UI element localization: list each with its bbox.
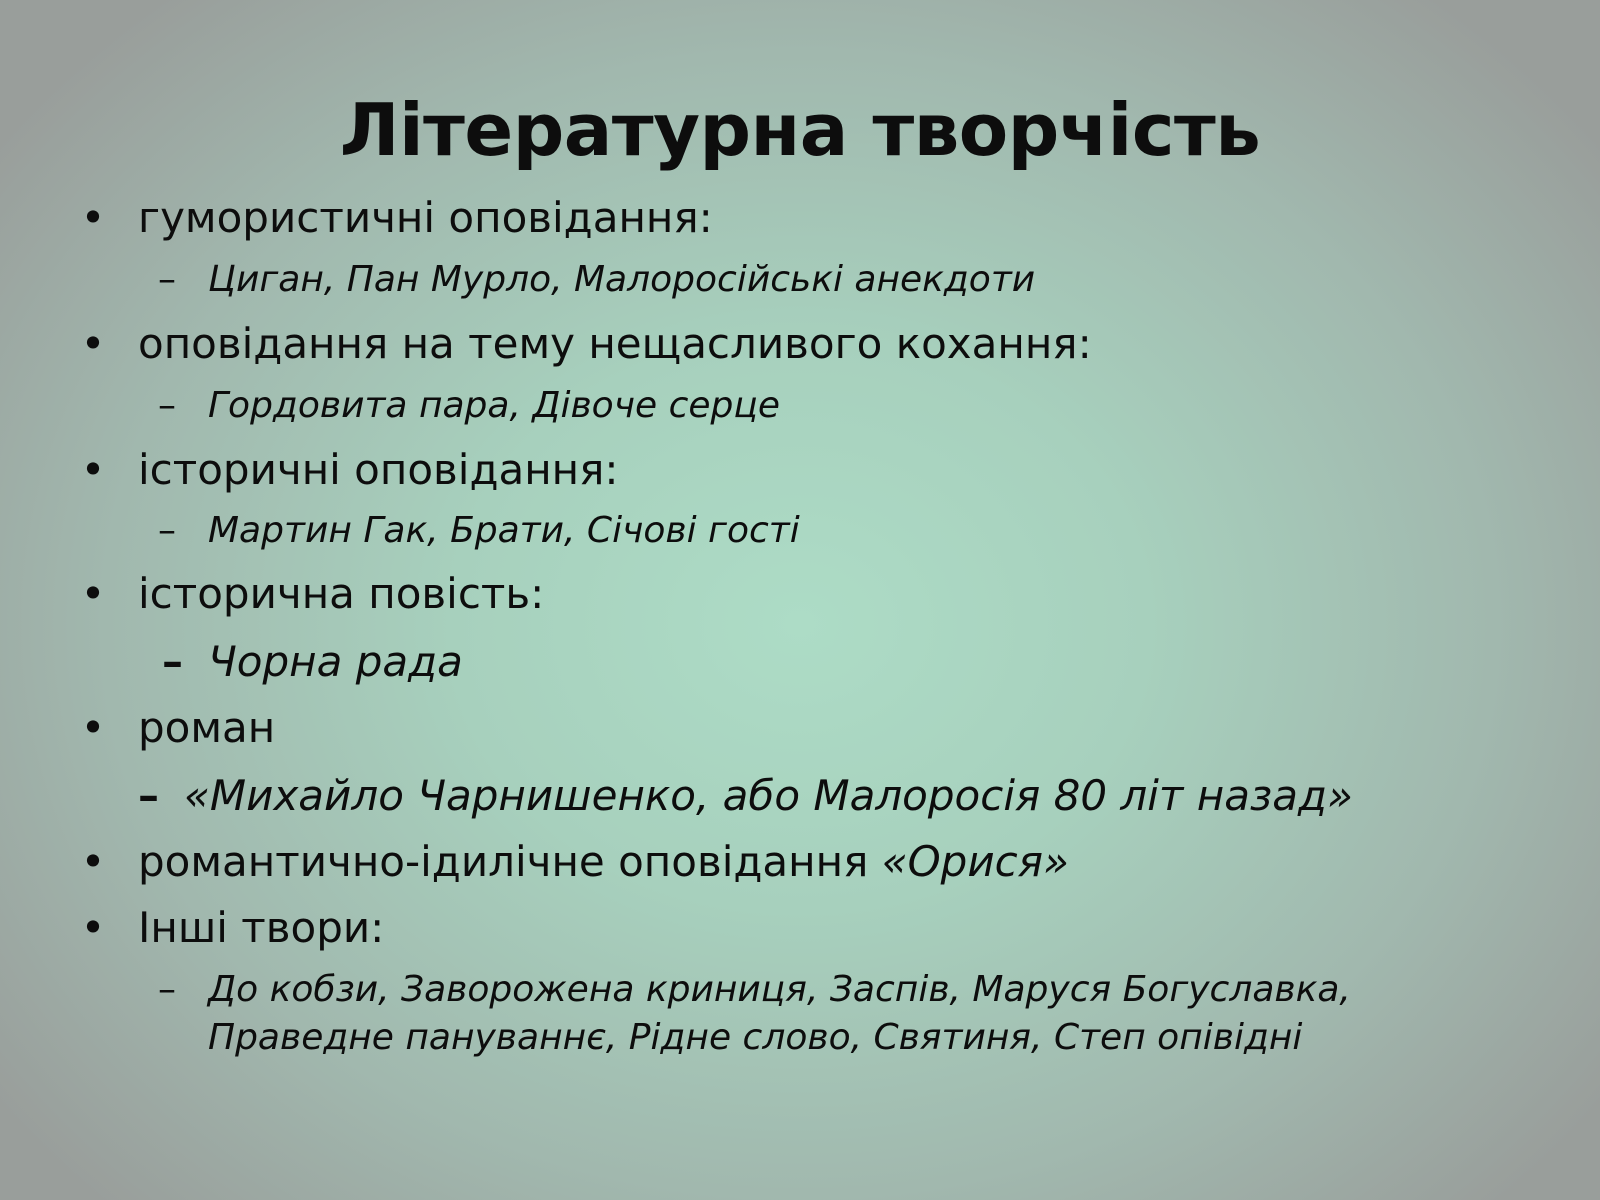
- bullet-text: оповідання на тему нещасливого кохання:: [138, 319, 1092, 368]
- bullet-text-main: романтично-ідилічне оповідання: [138, 837, 882, 886]
- bullet-marker: •: [80, 703, 106, 752]
- dash-marker: –: [158, 510, 176, 551]
- dash-marker: –: [138, 771, 159, 820]
- sub-text: Мартин Гак, Брати, Січові гості: [208, 510, 800, 551]
- bullet-text: історичні оповідання:: [138, 445, 619, 494]
- sub-text: Чорна рада: [208, 637, 463, 686]
- sub-text: «Михайло Чарнишенко, або Малоросія 80 літ назад»: [184, 771, 1353, 820]
- bullet-marker: •: [80, 569, 106, 618]
- bullet-text: гумористичні оповідання:: [138, 193, 713, 242]
- bullet-marker: •: [80, 193, 106, 242]
- sub-text: Гордовита пара, Дівоче серце: [208, 385, 781, 426]
- sub-text: Циган, Пан Мурло, Малоросійські анекдоти: [208, 259, 1036, 300]
- dash-marker: –: [162, 637, 183, 686]
- bullet-marker: •: [80, 837, 106, 886]
- bullet-marker: •: [80, 445, 106, 494]
- bullet-text-title: «Орися»: [881, 837, 1069, 886]
- bullet-marker: •: [80, 319, 106, 368]
- bullet-text: Інші твори:: [138, 903, 385, 952]
- dash-marker: –: [158, 259, 176, 300]
- slide-title: Літературна творчість: [339, 88, 1261, 172]
- bullet-text: [138, 834, 1069, 890]
- sub-text: Праведне пануваннє, Рідне слово, Святиня, Степ опівідні: [208, 1017, 1303, 1058]
- sub-text: До кобзи, Заворожена криниця, Заспів, Маруся Богуславка,: [208, 969, 1351, 1010]
- bullet-text: роман: [138, 703, 276, 752]
- dash-marker: –: [158, 969, 176, 1010]
- bullet-marker: •: [80, 903, 106, 952]
- bullet-text: історична повість:: [138, 569, 545, 618]
- dash-marker: –: [158, 385, 176, 426]
